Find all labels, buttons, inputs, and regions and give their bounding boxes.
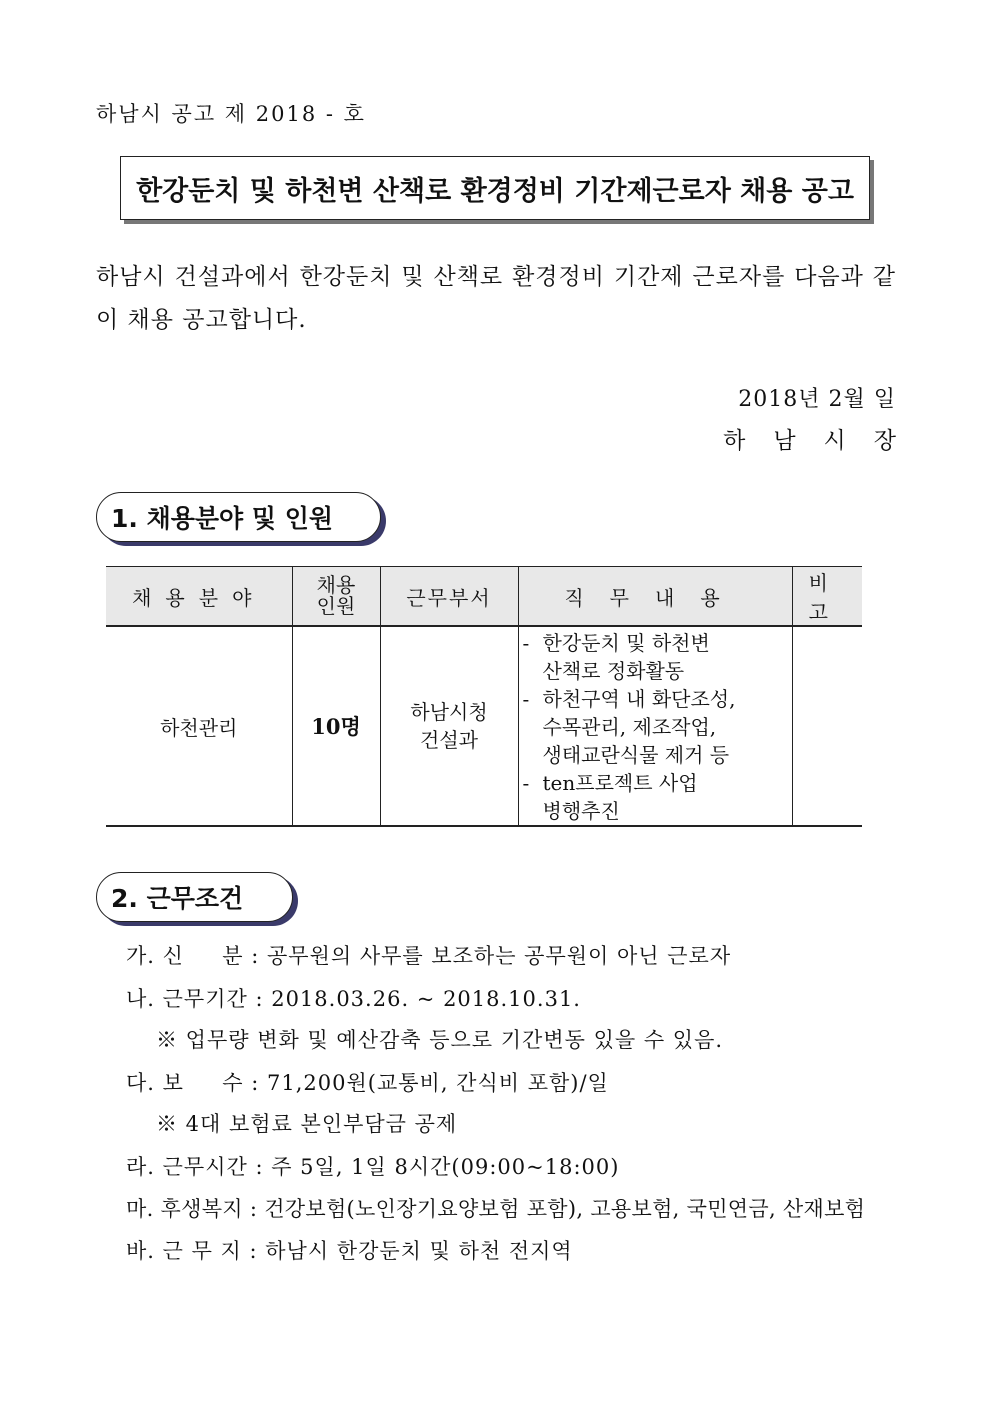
cell-dept: 하남시청 건설과 (380, 626, 518, 826)
duty-item: - 한강둔치 및 하천변 산책로 정화활동 (522, 631, 710, 683)
duty-item: - ten프로젝트 사업 병행추진 (522, 771, 698, 823)
condition-location: 바. 근 무 지 : 하남시 한강둔치 및 하천 전지역 (126, 1239, 573, 1263)
intro-paragraph: 하남시 건설과에서 한강둔치 및 산책로 환경정비 기간제 근로자를 다음과 같이 채용 공고합니다. (96, 264, 896, 333)
cell-count: 10명 (292, 626, 380, 826)
col-header-note: 비고 (792, 567, 862, 627)
condition-period-note: ※ 업무량 변화 및 예산감축 등으로 기간변동 있을 수 있음. (156, 1028, 724, 1052)
condition-hours: 라. 근무시간 : 주 5일, 1일 8시간(09:00~18:00) (126, 1155, 620, 1179)
issue-date: 2018년 2월 일 (738, 387, 896, 412)
issuer-name: 하남시장 (723, 428, 924, 454)
table-header-row (106, 567, 862, 627)
cell-field: 하천관리 (106, 626, 292, 826)
document-title: 한강둔치 및 하천변 산책로 환경정비 기간제근로자 채용 공고 (120, 156, 870, 220)
col-header-dept: 근무부서 (380, 567, 518, 627)
col-header-field: 채용분야 (106, 567, 292, 627)
recruitment-table (106, 566, 862, 827)
section-heading-conditions: 2. 근무조건 (96, 872, 293, 922)
cell-note (792, 626, 862, 826)
col-header-duties: 직무내용 (518, 567, 792, 627)
condition-status: 가. 신 분 : 공무원의 사무를 보조하는 공무원이 아닌 근로자 (126, 944, 732, 968)
condition-welfare: 마. 후생복지 : 건강보험(노인장기요양보험 포함), 고용보험, 국민연금, 산재보험 (126, 1197, 866, 1221)
cell-duties (518, 626, 792, 826)
notice-number: 하남시 공고 제 2018 - 호 (96, 102, 366, 126)
col-header-count: 채용 인원 (292, 567, 380, 627)
section-heading-recruitment: 1. 채용분야 및 인원 (96, 492, 381, 542)
condition-period: 나. 근무기간 : 2018.03.26. ~ 2018.10.31. (126, 987, 581, 1011)
table-row (106, 626, 862, 826)
condition-pay-note: ※ 4대 보험료 본인부담금 공제 (156, 1112, 458, 1136)
condition-pay: 다. 보 수 : 71,200원(교통비, 간식비 포함)/일 (126, 1071, 609, 1095)
duty-item: - 하천구역 내 화단조성, 수목관리, 제조작업, 생태교란식물 제거 등 (522, 687, 736, 767)
